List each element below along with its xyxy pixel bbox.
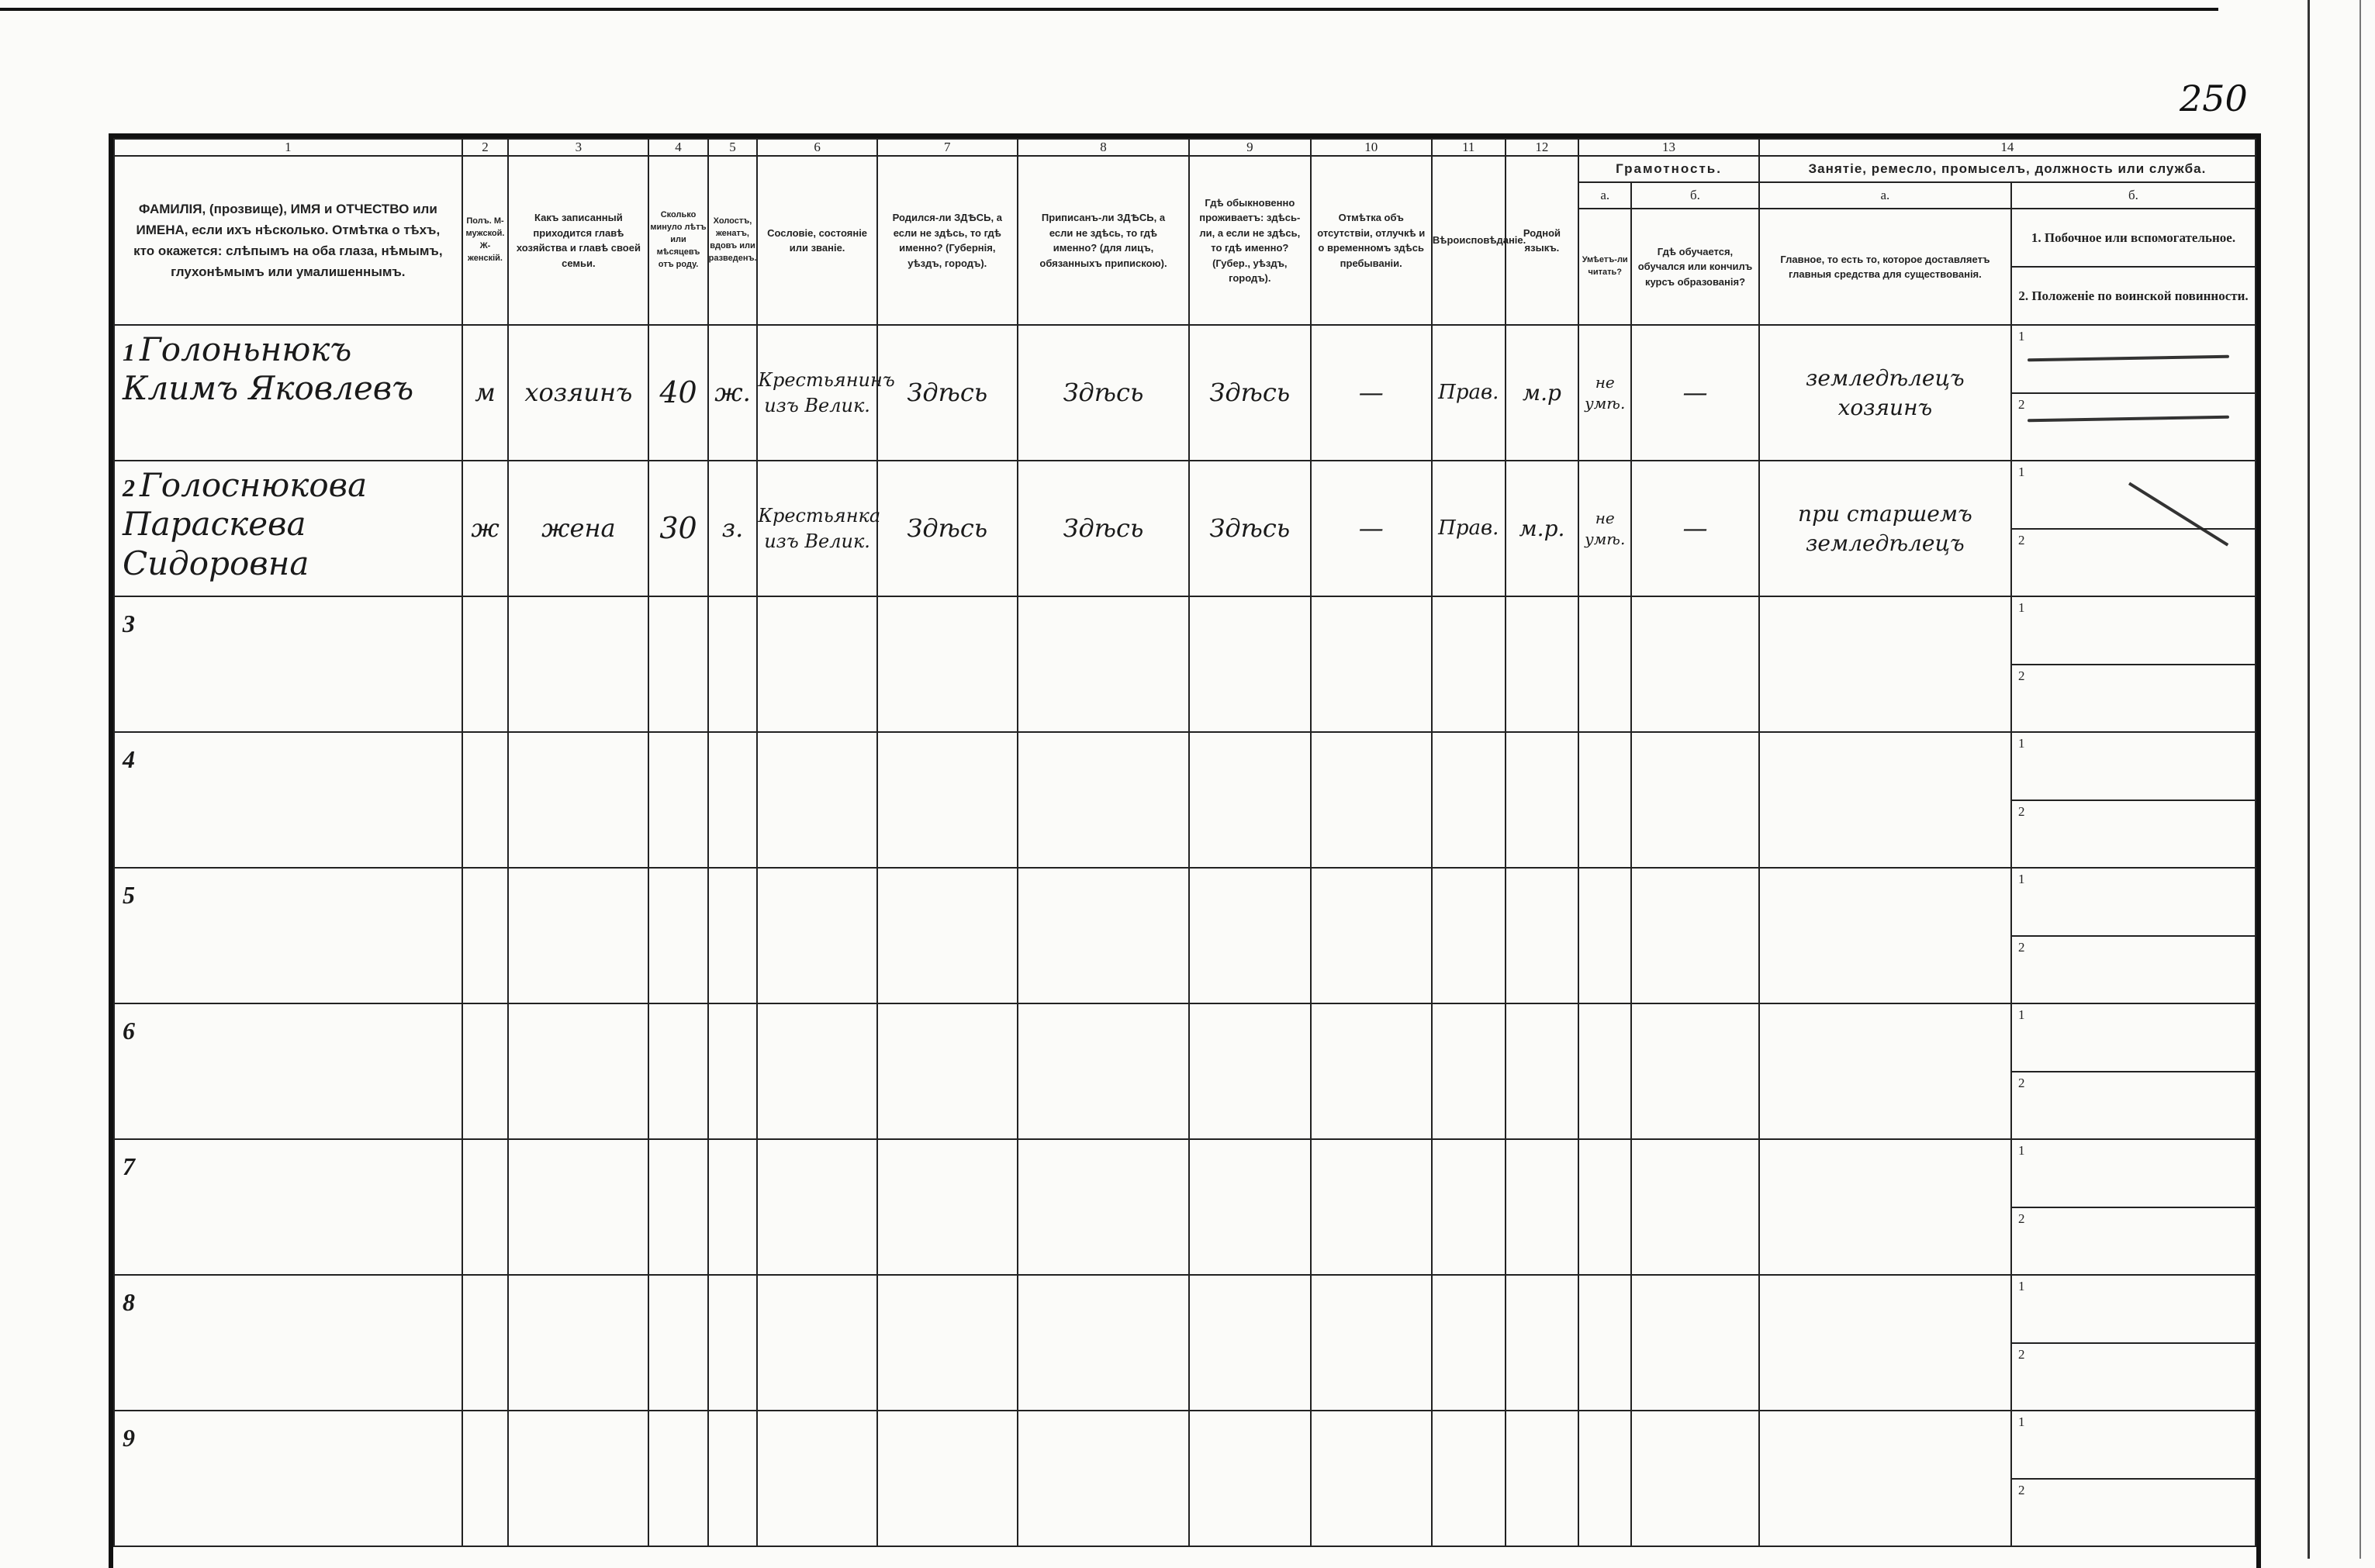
header-registered: Приписанъ-ли ЗДѢСЬ, а если не здѣсь, то гдѣ именно? (для лицъ, обязанныхъ припискою).: [1018, 156, 1189, 325]
struck-line: [2028, 355, 2229, 362]
secondary-cell: [2011, 596, 2256, 732]
name-cell: [114, 1139, 462, 1275]
marital-cell: з.: [708, 461, 758, 596]
sub-index: 1: [2017, 736, 2025, 751]
row-number: 8: [123, 1288, 135, 1316]
sub-index: 1: [2017, 1414, 2025, 1429]
name-cell: [114, 596, 462, 732]
sub-index: 2: [2012, 800, 2255, 868]
header-education: Гдѣ обучается, обучался или кончилъ курсъ образованія?: [1631, 209, 1759, 325]
col-num-10: 10: [1311, 139, 1432, 156]
col-num-12: 12: [1506, 139, 1579, 156]
table-row: [114, 868, 2256, 1003]
col-num-3: 3: [508, 139, 648, 156]
sub-index: 1: [2017, 465, 2025, 479]
header-14b-letter: б.: [2011, 182, 2256, 209]
col-num-5: 5: [708, 139, 758, 156]
language-cell: м.р.: [1506, 461, 1579, 596]
table-row: [114, 1411, 2256, 1546]
col-num-2: 2: [462, 139, 509, 156]
name-cell: [114, 325, 462, 461]
relation-cell: жена: [508, 461, 648, 596]
header-group-row: [114, 156, 2256, 182]
col-num-6: 6: [757, 139, 876, 156]
secondary-cell: [2011, 1139, 2256, 1275]
header-marital: Холостъ, женатъ, вдовъ или разведенъ.: [708, 156, 758, 325]
sex-cell: м: [462, 325, 509, 461]
header-residence: Гдѣ обыкновенно проживаетъ: здѣсь-ли, а если не здѣсь, то гдѣ именно? (Губер., уѣздъ, городъ).: [1189, 156, 1310, 325]
col-num-1: 1: [114, 139, 462, 156]
top-rule: [0, 0, 2218, 11]
header-literacy-group: Грамотность.: [1578, 156, 1759, 182]
page-edge-outer: [2359, 0, 2361, 1559]
header-name: ФАМИЛІЯ, (прозвище), ИМЯ и ОТЧЕСТВО или ИМЕНА, если ихъ нѣсколько. Отмѣтка о тѣхъ, кто окажется: слѣпымъ на оба глаза, нѣмымъ, глухонѣмымъ или умалишеннымъ.: [114, 156, 462, 325]
sub-index: 2: [2012, 1478, 2255, 1546]
header-can-read: Умѣетъ-ли читать?: [1578, 209, 1631, 325]
row-number: 3: [123, 610, 135, 637]
residence-cell: Здѣсь: [1189, 461, 1310, 596]
row-number: 4: [123, 745, 135, 773]
header-relation: Какъ записанный приходится главѣ хозяйства и главѣ своей семьи.: [508, 156, 648, 325]
page-edge: [2308, 0, 2310, 1559]
occupation-cell: при старшемъ земледѣлецъ: [1759, 461, 2011, 596]
born-cell: Здѣсь: [877, 325, 1018, 461]
secondary-cell: [2011, 1411, 2256, 1546]
estate-cell: Крестьянинъ изъ Велик.: [757, 325, 876, 461]
page-number: 250: [2180, 78, 2248, 119]
column-number-row: [114, 139, 2256, 156]
col-num-8: 8: [1018, 139, 1189, 156]
col-num-7: 7: [877, 139, 1018, 156]
education-cell: —: [1631, 325, 1759, 461]
table-row: [114, 732, 2256, 868]
sex-cell: ж: [462, 461, 509, 596]
col-num-13: 13: [1578, 139, 1759, 156]
header-13a-letter: а.: [1578, 182, 1631, 209]
estate-cell: Крестьянка изъ Велик.: [757, 461, 876, 596]
table-row: [114, 1139, 2256, 1275]
sub-index: 2: [2017, 396, 2025, 412]
sub-index: 1: [2017, 872, 2025, 886]
sub-index: 1: [2017, 329, 2025, 344]
row-number: 9: [123, 1424, 135, 1452]
name-cell: [114, 1411, 462, 1546]
secondary-cell: [2011, 461, 2256, 596]
census-table: [113, 138, 2256, 1547]
secondary-cell: [2011, 1275, 2256, 1411]
table-row: [114, 596, 2256, 732]
row-number: 6: [123, 1017, 135, 1045]
struck-line: [2028, 415, 2229, 422]
absence-cell: —: [1311, 325, 1432, 461]
name-cell: [114, 461, 462, 596]
education-cell: —: [1631, 461, 1759, 596]
name-cell: [114, 1003, 462, 1139]
sub-index: 1: [2017, 600, 2025, 615]
header-occupation-group: Занятіе, ремесло, промыселъ, должность или служба.: [1759, 156, 2256, 182]
header-religion: Вѣроисповѣданіе.: [1432, 156, 1506, 325]
name-cell: [114, 868, 462, 1003]
table-row: [114, 325, 2256, 461]
row-number: 5: [123, 881, 135, 909]
header-secondary: [2011, 209, 2256, 325]
col-num-9: 9: [1189, 139, 1310, 156]
name-cell: [114, 732, 462, 868]
literate-cell: не умѣ.: [1578, 461, 1631, 596]
header-age: Сколько минуло лѣтъ или мѣсяцевъ отъ роду.: [648, 156, 707, 325]
table-row: [114, 1275, 2256, 1411]
table-row: [114, 461, 2256, 596]
sub-index: 2: [2012, 664, 2255, 732]
table-row: [114, 1003, 2256, 1139]
header-13b-letter: б.: [1631, 182, 1759, 209]
row-number: 2: [123, 474, 135, 502]
sub-index: 1: [2017, 1143, 2025, 1158]
header-secondary-occupation: 1. Побочное или вспомогательное.: [2031, 230, 2236, 245]
sub-index: 2: [2012, 1071, 2255, 1139]
marital-cell: ж.: [708, 325, 758, 461]
religion-cell: Прав.: [1432, 325, 1506, 461]
sub-index: 2: [2012, 1342, 2255, 1411]
sub-index: 2: [2017, 532, 2025, 547]
residence-cell: Здѣсь: [1189, 325, 1310, 461]
registered-cell: Здѣсь: [1018, 461, 1189, 596]
relation-cell: хозяинъ: [508, 325, 648, 461]
row-number: 1: [123, 338, 135, 366]
secondary-cell: [2011, 868, 2256, 1003]
header-military-status: 2. Положеніе по воинской повинности.: [2012, 266, 2255, 324]
header-main-occupation: Главное, то есть то, которое доставляетъ главныя средства для существованія.: [1759, 209, 2011, 325]
col-num-14: 14: [1759, 139, 2256, 156]
header-sex: Полъ. М-мужской. Ж-женскій.: [462, 156, 509, 325]
col-num-11: 11: [1432, 139, 1506, 156]
age-cell: 40: [648, 325, 707, 461]
person-name: Голоньнюкъ Климъ Яковлевъ: [123, 330, 414, 408]
row-number: 7: [123, 1152, 135, 1180]
absence-cell: —: [1311, 461, 1432, 596]
header-born: Родился-ли ЗДѢСЬ, а если не здѣсь, то гдѣ именно? (Губернія, уѣздъ, городъ).: [877, 156, 1018, 325]
sub-index: 2: [2012, 1207, 2255, 1275]
literate-cell: не умѣ.: [1578, 325, 1631, 461]
header-language: Родной языкъ.: [1506, 156, 1579, 325]
sub-index: 2: [2012, 935, 2255, 1003]
header-estate: Сословіе, состояніе или званіе.: [757, 156, 876, 325]
header-14a-letter: а.: [1759, 182, 2011, 209]
person-name: Голоснюкова Параскева Сидоровна: [123, 466, 368, 582]
secondary-cell: [2011, 732, 2256, 868]
sub-index: 1: [2017, 1279, 2025, 1293]
secondary-cell: [2011, 1003, 2256, 1139]
name-cell: [114, 1275, 462, 1411]
religion-cell: Прав.: [1432, 461, 1506, 596]
age-cell: 30: [648, 461, 707, 596]
registered-cell: Здѣсь: [1018, 325, 1189, 461]
born-cell: Здѣсь: [877, 461, 1018, 596]
sub-index: 1: [2017, 1007, 2025, 1022]
secondary-cell: [2011, 325, 2256, 461]
col-num-4: 4: [648, 139, 707, 156]
header-absence: Отмѣтка объ отсутствіи, отлучкѣ и о временномъ здѣсь пребываніи.: [1311, 156, 1432, 325]
occupation-cell: земледѣлецъ хозяинъ: [1759, 325, 2011, 461]
language-cell: м.р: [1506, 325, 1579, 461]
